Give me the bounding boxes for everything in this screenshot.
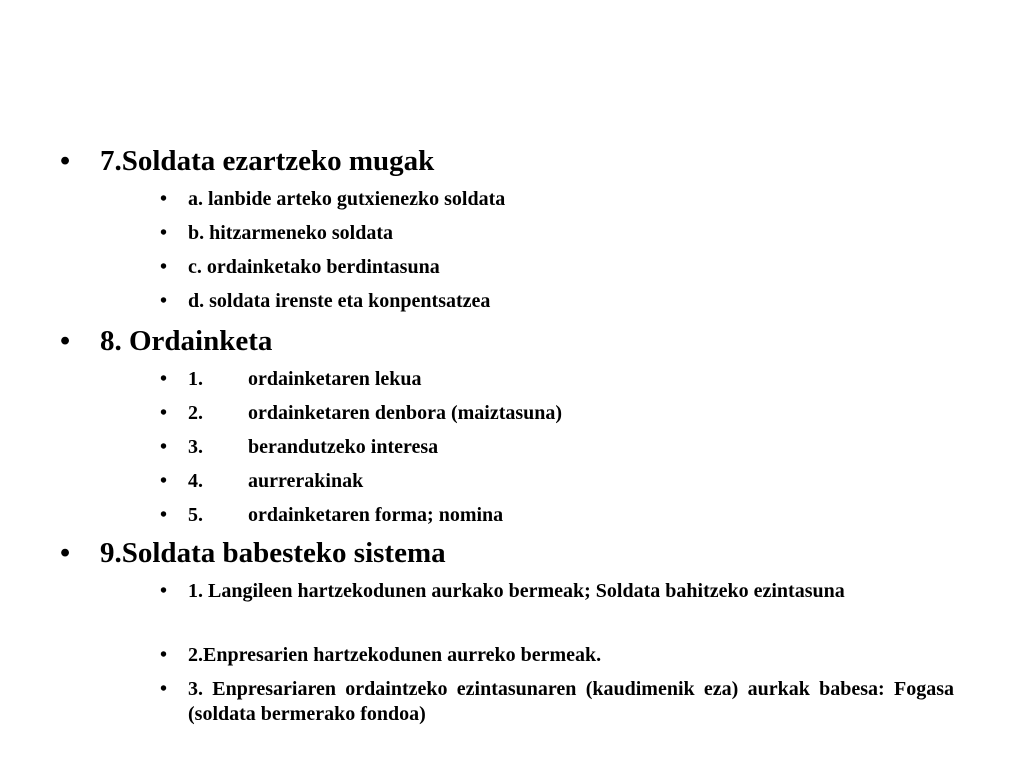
section-title: 8. Ordainketa [100, 325, 273, 357]
list-item [160, 221, 954, 246]
list-item [160, 367, 954, 392]
list-item [160, 289, 954, 314]
list-item [160, 255, 954, 280]
list-item-text: 3. Enpresariaren ordaintzeko ezintasunaren (kaudimenik eza) aurkak babesa: Fogasa (soldata bermerako fondoa) [188, 678, 954, 725]
bullet: • [160, 644, 168, 666]
bullet: • [60, 537, 71, 569]
bullet: • [160, 436, 168, 458]
item-number: 2. [188, 402, 203, 424]
bullet: • [160, 188, 168, 210]
item-number: 1. [188, 368, 203, 390]
list-item [160, 187, 954, 212]
list-item [160, 677, 954, 727]
list-item-text: c. ordainketako berdintasuna [188, 256, 440, 278]
section-title: 7.Soldata ezartzeko mugak [100, 145, 435, 177]
list-item-text: ordainketaren denbora (maiztasuna) [248, 402, 563, 424]
item-number: 4. [188, 470, 203, 492]
list-item-text: d. soldata irenste eta konpentsatzea [188, 290, 491, 312]
section-title: 9.Soldata babesteko sistema [100, 537, 446, 569]
bullet: • [160, 504, 168, 526]
list-item-text: b. hitzarmeneko soldata [188, 222, 393, 244]
bullet: • [160, 290, 168, 312]
list-item-text: 1. Langileen hartzekodunen aurkako bermeak; Soldata bahitzeko ezintasuna [188, 580, 845, 602]
item-number: 3. [188, 436, 203, 458]
bullet: • [160, 368, 168, 390]
bullet: • [160, 678, 168, 700]
bullet: • [60, 145, 71, 177]
list-item-text: a. lanbide arteko gutxienezko soldata [188, 188, 506, 210]
list-item-text: berandutzeko interesa [248, 436, 439, 458]
list-item [160, 643, 954, 668]
list-item [160, 401, 954, 426]
bullet: • [160, 222, 168, 244]
item-number: 5. [188, 504, 203, 526]
bullet: • [60, 325, 71, 357]
list-item [160, 435, 954, 460]
bullet: • [160, 256, 168, 278]
bullet: • [160, 470, 168, 492]
list-item-text: aurrerakinak [248, 470, 364, 492]
bullet: • [160, 580, 168, 602]
list-item-text: 2.Enpresarien hartzekodunen aurreko bermeak. [188, 644, 602, 666]
bullet: • [160, 402, 168, 424]
list-item [160, 579, 954, 604]
list-item [160, 503, 954, 528]
list-item-text: ordainketaren forma; nomina [248, 504, 504, 526]
list-item-text: ordainketaren lekua [248, 368, 422, 390]
list-item [160, 469, 954, 494]
